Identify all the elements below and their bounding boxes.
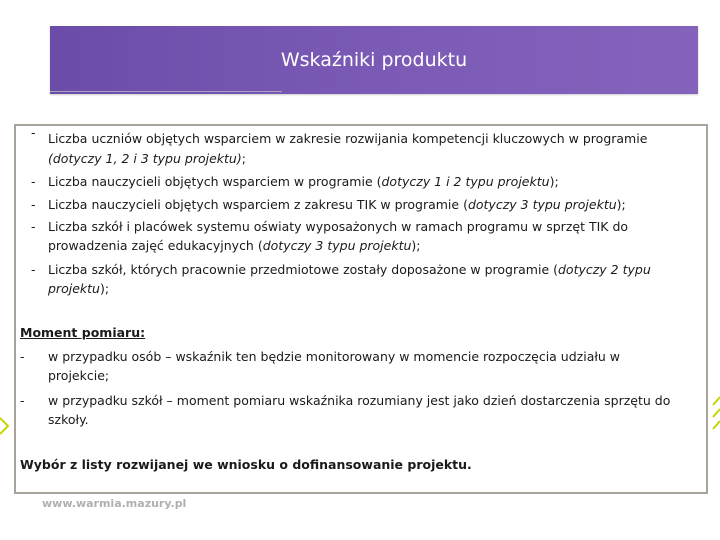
bullet-5-line-1: Liczba szkół, których pracownie przedmiotowe zostały doposażone w programie (dotyczy 2 typu (48, 262, 651, 277)
measurement-heading: Moment pomiaru: (20, 325, 146, 340)
footer-url: www.warmia.mazury.pl (42, 497, 187, 510)
title-underline (50, 91, 282, 92)
measurement-item-1-line-2: projekcie; (48, 368, 110, 383)
bullet-dash: - (31, 174, 36, 189)
bullet-2: Liczba nauczycieli objętych wsparciem w programie (dotyczy 1 i 2 typu projektu); (48, 174, 559, 189)
bullet-1-line-2: (dotyczy 1, 2 i 3 typu projektu); (48, 151, 246, 166)
bullet-dash: - (31, 262, 36, 277)
measurement-dash: - (20, 393, 25, 408)
page-title: Wskaźniki produktu (280, 49, 468, 71)
measurement-dash: - (20, 349, 25, 364)
bullet-3: Liczba nauczycieli objętych wsparciem z zakresu TIK w programie (dotyczy 3 typu projektu); (48, 197, 626, 212)
bullet-1-line-1: Liczba uczniów objętych wsparciem w zakresie rozwijania kompetencji kluczowych w programie (48, 131, 648, 146)
measurement-item-2-line-1: w przypadku szkół – moment pomiaru wskaźnika rozumiany jest jako dzień dostarczenia sprzętu do (48, 393, 671, 408)
decorative-accent-left (0, 414, 10, 438)
bullet-4-line-2: prowadzenia zajęć edukacyjnych (dotyczy 3 typu projektu); (48, 238, 421, 253)
bullet-dash: - (31, 125, 36, 140)
measurement-item-2-line-2: szkoły. (48, 412, 89, 427)
bullet-5-line-2: projektu); (48, 281, 110, 296)
bullet-dash: - (31, 197, 36, 212)
bullet-4-line-1: Liczba szkół i placówek systemu oświaty wyposażonych w ramach programu w sprzęt TIK do (48, 219, 629, 234)
measurement-item-1-line-1: w przypadku osób – wskaźnik ten będzie monitorowany w momencie rozpoczęcia udziału w (48, 349, 621, 364)
dropdown-note: Wybór z listy rozwijanej we wniosku o dofinansowanie projektu. (20, 457, 472, 472)
decorative-accent-right (710, 395, 720, 435)
header-banner (50, 26, 698, 94)
bullet-dash: - (31, 219, 36, 234)
